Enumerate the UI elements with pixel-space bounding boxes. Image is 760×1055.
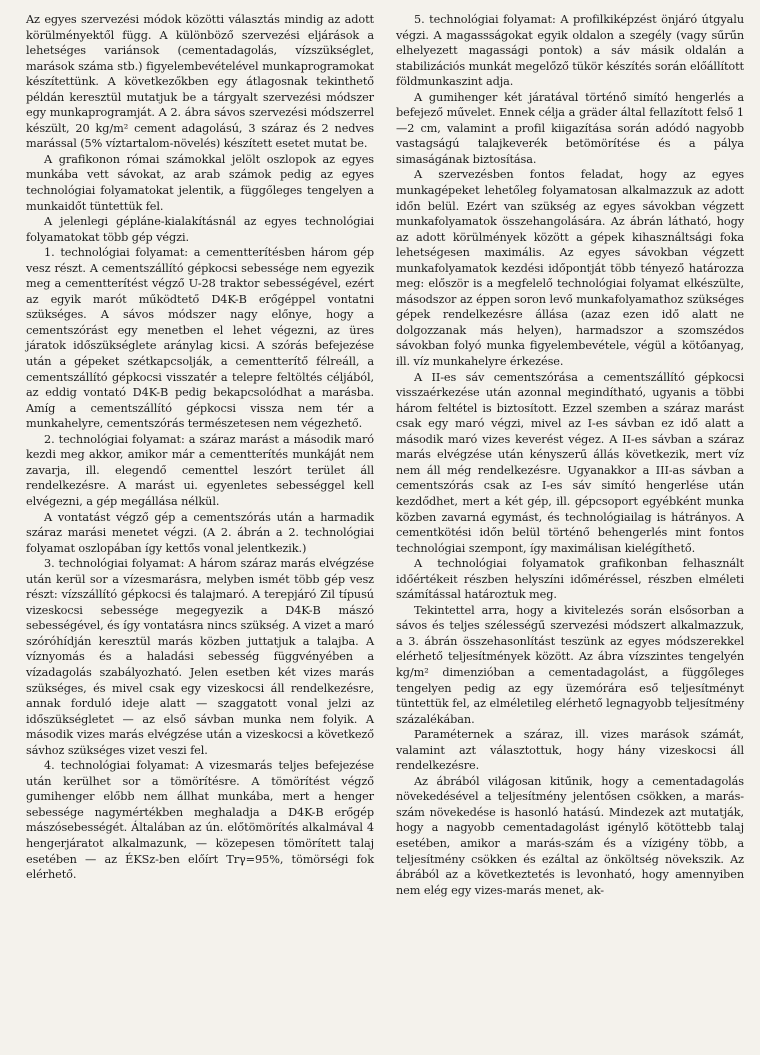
paragraph: A szervezésben fontos feladat, hogy az egyes munkagépeket lehetőleg folyamatosan alkalmazzuk az adott időn belül. Ezért van szükség az egyes sávokban végzett munkafolyamatok összehangolására. Az ábrán látható, hogy az adott körülmények között a gépek kihasználtsági foka lehetségesen maximális. Az egyes sávokban végzett munkafolyamatok kezdési időpontját több tényező határozza meg: először is a megfelelő technológiai folyamat elkészülte, másodszor az éppen soron levő munkafolyamathoz szükséges gépek rendelkezésre állása (azaz ezen idő alatt ne dolgozzanak más helyen), harmadszor a szomszédos sávokban folyó munka figyelembevétele, végül a kötőanyag, ill. víz munkahelyre érkezése. [396, 168, 744, 369]
paragraph: A technológiai folyamatok grafikonban felhasznált időértékeit részben helyszíni időméréssel, részben elméleti számítással határoztuk meg. [396, 557, 744, 602]
text-column-right [396, 12, 744, 1055]
paragraph: 4. technológiai folyamat: A vizesmarás teljes befejezése után kerülhet sor a tömörítésre. A tömörítést végző gumihenger előbb nem állhat munkába, mert a henger sebessége nagymértékben meghaladja a D4K-B erőgép mászósebességét. Általában az ún. előtömörítés alkalmával 4 hengerjáratot alkalmazunk, — közepesen tömörített talaj esetében — az ÉKSz-ben előírt Trγ=95%, tömörségi fok elérhető. [26, 759, 374, 882]
paragraph: Paraméternek a száraz, ill. vizes marások számát, valamint azt választottuk, hogy hány vizeskocsi áll rendelkezésre. [396, 728, 744, 773]
paragraph: 3. technológiai folyamat: A három száraz marás elvégzése után kerül sor a vízesmarásra, melyben ismét több gép vesz részt: vízszállító gépkocsi és talajmaró. A terepjáró Zil típusú vizeskocsi sebessége megegyezik a D4K-B mászó sebességével, és így vontatásra nincs szükség. A vizet a maró szóróhídján keresztül marás közben juttatjuk a talajba. A víznyomás és a haladási sebesség függvényében a vízadagolás szabályozható. Jelen esetben két vizes marás szükséges, és mivel csak egy vizeskocsi áll rendelkezésre, annak forduló ideje alatt — szaggatott vonal jelzi az időszükségletet — az első sávban munka nem folyik. A második vizes marás elvégzése után a vizeskocsi a következő sávhoz szükséges vizet veszi fel. [26, 557, 374, 757]
paragraph: A grafikonon római számokkal jelölt oszlopok az egyes munkába vett sávokat, az arab számok pedig az egyes technológiai folyamatokat jelentik, a függőleges tengelyen a munkaidőt tüntettük fel. [26, 152, 374, 213]
paragraph: Tekintettel arra, hogy a kivitelezés során elsősorban a sávos és teljes szélességű szervezési módszert alkalmazzuk, a 3. ábrán összehasonlítást teszünk az egyes módszerekkel elérhető teljesítmények között. Az ábra vízszintes tengelyén kg/m² dimenzióban a cementadagolást, a függőleges tengelyen pedig az egy üzemórára eső teljesítményt tüntettük fel, az elméletileg elérhető legnagyobb teljesítmény százalékában. [396, 603, 744, 726]
paragraph: A II-es sáv cementszórása a cementszállító gépkocsi visszaérkezése után azonnal megindítható, ugyanis a többi három feltétel is biztosított. Ezzel szemben a száraz marást csak egy maró végzi, mivel az I-es sávban ez idő alatt a második maró vizes keverést végez. A II-es sávban a száraz marás elvégzése után kényszerű állás következik, mert víz nem áll még rendelkezésre. Ugyanakkor a III-as sávban a cementszórás csak az I-es sáv simító hengerlése után kezdődhet, mert a két gép, ill. gépcsoport egyébként munka közben zavarná egymást, és technológiailag is hátrányos. A cementkötési időn belül történő behengerlés mint fontos technológiai szempont, így maximálisan kielégíthető. [396, 370, 744, 555]
paragraph: A gumihenger két járatával történő simító hengerlés a befejező művelet. Ennek célja a gräder által fellazított felső 1—2 cm, valamint a profil kiigazítása során adódó nagyobb vastagságú talajkeverék betömörítése és a pálya simaságának biztosítása. [396, 90, 744, 166]
paragraph: 1. technológiai folyamat: a cementterítésben három gép vesz részt. A cementszállító gépkocsi sebessége nem egyezik meg a cementterítést végző U-28 traktor sebességével, ezért az egyik marót működtető D4K-B erőgéppel vontatni szükséges. A sávos módszer nagy előnye, hogy a cementszórást egy menetben el lehet végezni, az üres járatok időszükséglete aránylag kicsi. A szórás befejezése után a gépeket szétkapcsolják, a cementterítő félreáll, a cementszállító gépkocsi visszatér a telepre feltöltés céljából, az eddig vontató D4K-B pedig bekapcsolódhat a marásba. Amíg a cementszállító gépkocsi vissza nem tér a munkahelyre, cementszórás természetesen nem végezhető. [26, 246, 374, 431]
paragraph: A jelenlegi gépláne-kialakításnál az egyes technológiai folyamatokat több gép végzi. [26, 215, 374, 244]
text-column-left [26, 12, 374, 1055]
paragraph: A vontatást végző gép a cementszórás után a harmadik száraz marási menetet végzi. (A 2. ábrán a 2. technológiai folyamat oszlopában így kettős vonal jelentkezik.) [26, 510, 374, 555]
paragraph: Az ábrából világosan kitűnik, hogy a cementadagolás növekedésével a teljesítmény jelentősen csökken, a marás-szám növekedése is hasonló hatású. Mindezek azt mutatják, hogy a nagyobb cementadagolást igénylő kötöttebb talaj esetében, amikor a marás-szám és a vízigény több, a teljesítmény csökken és ezáltal az önköltség növekszik. Az ábrából az a következtetés is levonható, hogy amennyiben nem elég egy vizes-marás menet, ak- [396, 774, 744, 897]
paragraph: Az egyes szervezési módok közötti választás mindig az adott körülményektől függ. A különböző szervezési eljárások a lehetséges variánsok (cementadagolás, vízszükséglet, marások száma stb.) figyelembevételével munkaprogramokat készítettünk. A következőkben egy átlagosnak tekinthető példán keresztül mutatjuk be a tárgyalt szervezési módszer egy munkaprogramját. A 2. ábra sávos szervezési módszerrel készült, 20 kg/m² cement adagolású, 3 száraz és 2 nedves marással (5% víztartalom-növelés) készített esetet mutat be. [26, 13, 374, 151]
paragraph: 2. technológiai folyamat: a száraz marást a második maró kezdi meg akkor, amikor már a cementterítés munkáját nem zavarja, ill. elegendő cementtel leszórt terület áll rendelkezésre. A marást ui. egyenletes sebességgel kell elvégezni, a gép megállása nélkül. [26, 432, 374, 508]
paragraph: 5. technológiai folyamat: A profilkiképzést önjáró útgyalu végzi. A magassságokat egyik oldalon a szegély (vagy sűrűn elhelyezett magassági pontok) a sáv másik oldalán a stabilizációs munkát megelőző tükör készítés során előállított földmunkaszint adja. [396, 13, 744, 89]
